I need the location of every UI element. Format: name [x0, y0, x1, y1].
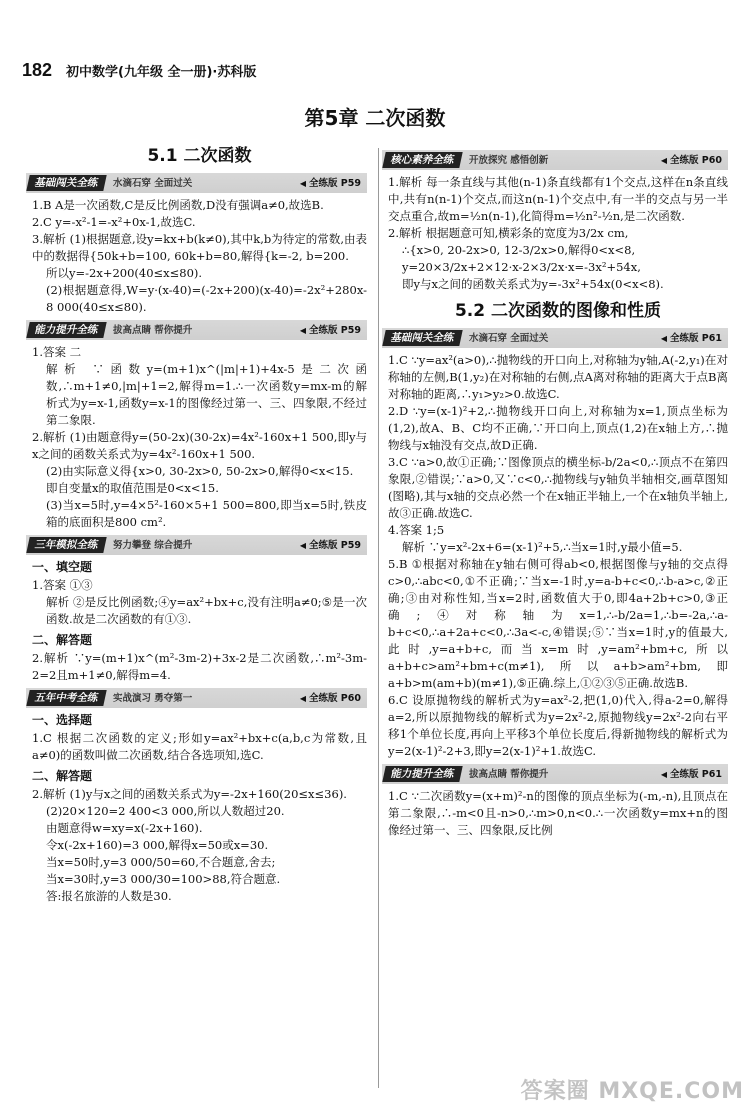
exercise-tag: 核心素养全练 — [382, 152, 462, 168]
exercise-subtitle: 开放探究 感悟创新 — [469, 154, 549, 166]
exercise-subtitle: 水滴石穿 全面过关 — [469, 332, 549, 344]
left-blocks — [32, 173, 367, 905]
exercise-page-ref: ◀ 全练版 P59 — [300, 175, 361, 192]
answer-line: 答:报名旅游的人数是30. — [46, 889, 172, 903]
answer-line: 5.B ①根据对称轴在y轴右侧可得ab<0,根据图像与y轴的交点得c>0,∴abc<0,①不正确;∵当x=-1时,y=a-b+c<0,∴b-a>c,②正确;③由对称性知,当x=2时,函数值大于0,即4a+2b+c>0,③正确;④对称轴为x=1,∴-b/2a=1,∴b=-2a,∴a-b+c<0,∴a+2a+c<0,∴3a<-c,④错误;⑤∵当x=1时,y的值最大,此时,y=a+b+c,而当x=m时,y=am²+bm+c,所以a+b+c>am²+bm+c(m≠1),所以a+b>am²+bm,即a+b>m(am+b)(m≠1),⑤正确.综上,①②③⑤正确.故选B. — [388, 557, 728, 690]
answer-line: 2.C y=-x²-1=-x²+0x-1,故选C. — [32, 215, 196, 229]
exercise-tag: 能力提升全练 — [26, 322, 106, 338]
answer-line: 1.答案 ①③ — [32, 578, 93, 592]
exercise-bar — [26, 320, 367, 340]
answer-line: 由题意得w=xy=x(-2x+160). — [46, 821, 203, 835]
answer-line: 当x=30时,y=3 000/30=100>88,符合题意. — [46, 872, 281, 886]
answer-line: 解析 ∵y=x²-2x+6=(x-1)²+5,∴当x=1时,y最小值=5. — [402, 540, 683, 554]
answer-line: 1.C ∵y=ax²(a>0),∴抛物线的开口向上,对称轴为y轴,A(-2,y₁)在对称轴的左侧,B(1,y₂)在对称轴的右侧,点A离对称轴的距离大于点B离对称轴的距离,∴y₁>y₂>0.故选C. — [388, 353, 728, 401]
book-title: 初中数学(九年级 全一册)·苏科版 — [66, 65, 257, 80]
exercise-subtitle: 努力攀登 综合提升 — [113, 539, 193, 551]
answer-line: (3)当x=5时,y=4×5²-160×5+1 500=800,即当x=5时,铁皮箱的底面积是800 cm². — [46, 498, 367, 529]
answer-line: 当x=50时,y=3 000/50=60,不合题意,舍去; — [46, 855, 276, 869]
exercise-bar — [26, 173, 367, 193]
chapter-title: 第5章 二次函数 — [304, 106, 446, 130]
answer-line: 令x(-2x+160)=3 000,解得x=50或x=30. — [46, 838, 269, 852]
subsection-heading: 一、填空题 — [32, 560, 93, 574]
answer-line: 所以y=-2x+200(40≤x≤80). — [46, 266, 203, 280]
answer-line: 2.解析 (1)y与x之间的函数关系式为y=-2x+160(20≤x≤36). — [32, 787, 347, 801]
page-number: 182 — [22, 60, 53, 80]
exercise-page-ref: ◀ 全练版 P60 — [661, 152, 722, 169]
exercise-tag: 三年模拟全练 — [26, 537, 106, 553]
answer-line: ∴{x>0, 20-2x>0, 12-3/2x>0,解得0<x<8, — [402, 243, 636, 257]
right-blocks — [388, 328, 728, 839]
left-column — [32, 138, 367, 905]
exercise-tag: 基础闯关全练 — [382, 330, 462, 346]
exercise-page-ref: ◀ 全练版 P61 — [661, 330, 722, 347]
subsection-heading: 一、选择题 — [32, 713, 93, 727]
exercise-subtitle: 拔高点睛 帮你提升 — [113, 324, 193, 336]
answer-line: 2.D ∵y=(x-1)²+2,∴抛物线开口向上,对称轴为x=1,顶点坐标为(1,2),故A、B、C均不正确,∵开口向上,顶点(1,2)在x轴上方,∴抛物线与x轴没有交点,故D正确. — [388, 404, 728, 452]
answer-line: 1.解析 每一条直线与其他(n-1)条直线都有1个交点,这样在n条直线中,共有n(n-1)个交点,而这n(n-1)个交点中,有一半的交点与另一半交点重合,故m=½n(n-1),化简得m=½n²-½n,是二次函数. — [388, 175, 728, 223]
answer-line: 即y与x之间的函数关系式为y=-3x²+54x(0<x<8). — [402, 277, 664, 291]
answer-line: 2.解析 根据题意可知,横彩条的宽度为3/2x cm, — [388, 226, 629, 240]
section-title-5-2: 5.2 二次函数的图像和性质 — [454, 301, 662, 321]
exercise-bar — [26, 535, 367, 555]
exercise-tag: 基础闯关全练 — [26, 175, 106, 191]
answer-line: 4.答案 1;5 — [388, 523, 445, 537]
answer-line: 1.C 根据二次函数的定义;形如y=ax²+bx+c(a,b,c为常数,且a≠0)的函数叫做二次函数,结合各选项知,选C. — [32, 731, 367, 762]
answer-line: (2)20×120=2 400<3 000,所以人数超过20. — [46, 804, 285, 818]
answer-line: 2.解析 (1)由题意得y=(50-2x)(30-2x)=4x²-160x+1 500,即y与x之间的函数关系式为y=4x²-160x+1 500. — [32, 430, 367, 461]
answer-line: 1.答案 二 — [32, 345, 82, 359]
exercise-page-ref: ◀ 全练版 P59 — [300, 537, 361, 554]
answer-line: 3.解析 (1)根据题意,设y=kx+b(k≠0),其中k,b为待定的常数,由表中的数据得{50k+b=100, 60k+b=80,解得{k=-2, b=200. — [32, 232, 367, 263]
watermark: 答案圈 MXQE.COM — [520, 1079, 744, 1104]
right-column — [388, 146, 728, 839]
answer-line: 1.C ∵二次函数y=(x+m)²-n的图像的顶点坐标为(-m,-n),且顶点在第二象限,∴-m<0且-n>0,∴m>0,n<0.∴一次函数y=mx+n的图像经过第一、三、四象限,反比例 — [388, 789, 728, 837]
exercise-bar — [382, 764, 728, 784]
section-title-5-1: 5.1 二次函数 — [147, 146, 252, 166]
exercise-subtitle: 拔高点睛 帮你提升 — [469, 768, 549, 780]
exercise-page-ref: ◀ 全练版 P60 — [300, 690, 361, 707]
exercise-page-ref: ◀ 全练版 P59 — [300, 322, 361, 339]
exercise-page-ref: ◀ 全练版 P61 — [661, 766, 722, 783]
answer-line: (2)根据题意得,W=y·(x-40)=(-2x+200)(x-40)=-2x²+280x-8 000(40≤x≤80). — [46, 283, 367, 314]
exercise-subtitle: 实战演习 勇夺第一 — [113, 692, 193, 704]
answer-line: 6.C 设原抛物线的解析式为y=ax²-2,把(1,0)代入,得a-2=0,解得a=2,所以原抛物线的解析式为y=2x²-2,原抛物线y=2x²-2向右平移1个单位长度,再向上平移3个单位长度后,得新抛物线的解析式为y=2(x-1)²-2+3,即y=2(x-1)²+1.故选C. — [388, 693, 728, 758]
answer-line: 解析 ②是反比例函数;④y=ax²+bx+c,没有注明a≠0;⑤是一次函数.故是二次函数的有①③. — [46, 595, 367, 626]
answer-line: y=20×3/2x+2×12·x-2×3/2x·x=-3x²+54x, — [402, 260, 641, 274]
column-divider — [378, 148, 379, 1088]
right-top-block — [388, 150, 728, 293]
answer-line: 解析 ∵函数y=(m+1)x^(|m|+1)+4x-5是二次函数,∴m+1≠0,|m|+1=2,解得m=1.∴一次函数y=mx-m的解析式为y=x-1,函数y=x-1的图像经过第一、三、四象限,不经过第二象限. — [46, 362, 367, 427]
exercise-bar — [382, 328, 728, 348]
exercise-subtitle: 水滴石穿 全面过关 — [113, 177, 193, 189]
answer-line: 即自变量x的取值范围是0<x<15. — [46, 481, 219, 495]
answer-line: 1.B A是一次函数,C是反比例函数,D没有强调a≠0,故选B. — [32, 198, 324, 212]
exercise-tag: 能力提升全练 — [382, 766, 462, 782]
subsection-heading: 二、解答题 — [32, 769, 93, 783]
exercise-bar — [26, 688, 367, 708]
answer-line: (2)由实际意义得{x>0, 30-2x>0, 50-2x>0,解得0<x<15. — [46, 464, 354, 478]
answer-line: 3.C ∵a>0,故①正确;∵图像顶点的横坐标-b/2a<0,∴顶点不在第四象限,②错误;∵a>0,又∵c<0,∴抛物线与y轴负半轴相交,画草图知(图略),其与x轴的交点必然一个在x轴正半轴上,一个在x轴负半轴上,故③正确.故选C. — [388, 455, 728, 520]
answer-line: 2.解析 ∵y=(m+1)x^(m²-3m-2)+3x-2是二次函数,∴m²-3m-2=2且m+1≠0,解得m=4. — [32, 651, 367, 682]
exercise-tag: 五年中考全练 — [26, 690, 106, 706]
subsection-heading: 二、解答题 — [32, 633, 93, 647]
exercise-bar — [382, 150, 728, 170]
